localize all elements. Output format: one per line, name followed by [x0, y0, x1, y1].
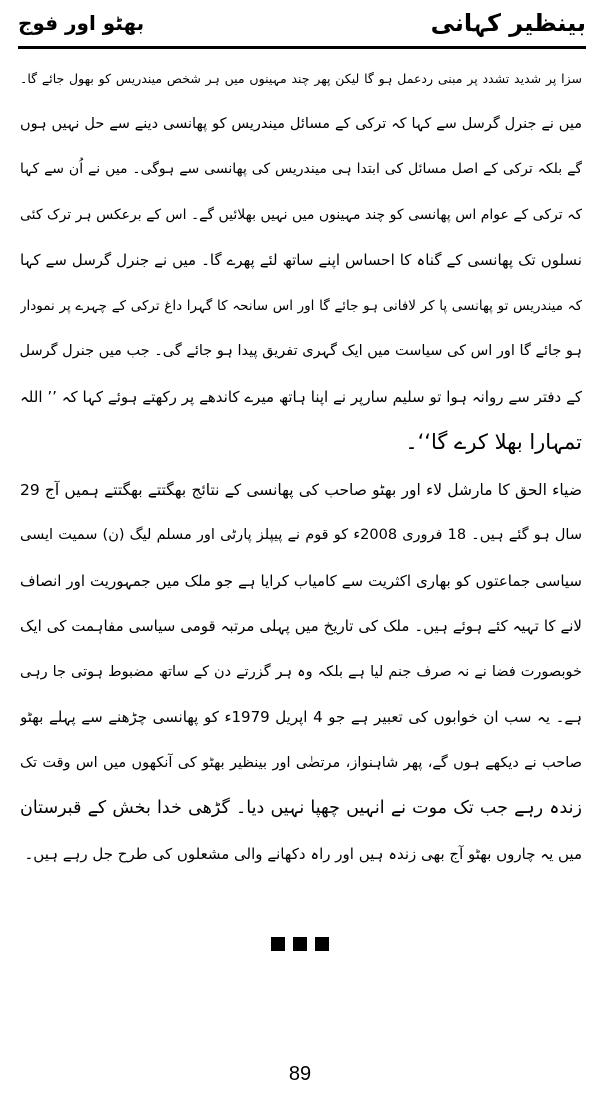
book-title: بینظیر کہانی [430, 9, 586, 37]
square-ornament-icon [315, 937, 329, 951]
text-line: میں نے جنرل گرسل سے کہا کہ ترکی کے مسائل میندریس کو پھانسی دینے سے حل نہیں ہوں [20, 115, 582, 132]
text-line: لانے کا تہیہ کئے ہوئے ہیں۔ ملک کی تاریخ میں پہلی مرتبہ قومی سیاسی مفاہمت کی ایک [20, 617, 582, 635]
page-number: 89 [288, 1063, 312, 1085]
text-line: کہ میندریس تو پھانسی پا کر لافانی ہو جائے گا اور اس سانحہ کا گہرا داغ ترکی کے چہرے پر نمودار [20, 297, 582, 314]
text-line: ہو جائے گا اور اس کی سیاست میں ایک گہری تفریق پیدا ہو جائے گی۔ جب میں جنرل گرسل [20, 343, 582, 359]
text-line: نسلوں تک پھانسی کے گناہ کا احساس اپنے ساتھ لئے پھرے گا۔ میں نے جنرل گرسل سے کہا [20, 251, 582, 269]
square-ornament-icon [293, 937, 307, 951]
text-line: میں یہ چاروں بھٹو آج بھی زندہ ہیں اور راہ دکھانے والی مشعلوں کی طرح جل رہے ہیں۔ [24, 844, 582, 863]
running-header [18, 6, 586, 42]
text-line: کہ ترکی کے عوام اس پھانسی کو چند مہینوں میں نہیں بھلائیں گے۔ اس کے برعکس ہر ترک کئی [20, 206, 582, 223]
body-text [20, 56, 582, 877]
text-line: گے بلکہ ترکی کے اصل مسائل کی ابتدا ہی میندریس کی پھانسی سے ہوگی۔ میں نے اُن سے کہا [20, 161, 582, 177]
chapter-title: بھٹو اور فوج [18, 11, 145, 35]
header-rule [18, 46, 586, 49]
text-line: ہے۔ یہ سب ان خوابوں کی تعبیر ہے جو 4 اپریل 1979ء کو پھانسی چڑھنے سے پہلے بھٹو [20, 708, 582, 726]
text-line: سال ہو گئے ہیں۔ 18 فروری 2008ء کو قوم نے پیپلز پارٹی اور مسلم لیگ (ن) سمیت ایسی [20, 527, 582, 543]
text-line: خوبصورت فضا نے نہ صرف جنم لیا ہے بلکہ وہ ہر گزرتے دن کے ساتھ مضبوط ہوتی جا رہی [20, 663, 582, 680]
text-line: صاحب نے دیکھے ہوں گے، پھر شاہنواز، مرتضٰی اور بینظیر بھٹو کی آنکھوں میں اس وقت تک [20, 754, 582, 771]
text-line: زندہ رہے جب تک موت نے انہیں چھپا نہیں دیا۔ گڑھی خدا بخش کے قبرستان [20, 798, 582, 818]
text-line: تمہارا بھلا کرے گا‘‘۔ [405, 430, 582, 454]
text-line: سزا پر شدید تشدد پر مبنی ردعمل ہو گا لیکن پھر چند مہینوں میں ہر شخص میندریس کو بھول جائے گا۔ [20, 71, 582, 86]
text-line: کے دفتر سے روانہ ہوا تو سلیم سارپر نے اپنا ہاتھ میرے کاندھے پر رکھتے ہوئے کہا کہ ’’ اللہ [20, 387, 582, 406]
text-line: سیاسی جماعتوں کو بھاری اکثریت سے کامیاب کرایا ہے جو ملک میں جمہوریت اور انصاف [20, 571, 582, 590]
square-ornament-icon [271, 937, 285, 951]
text-line: ضیاء الحق کا مارشل لاء اور بھٹو صاحب کی پھانسی کے نتائج بھگتتے بھگتتے ہمیں آج 29 [20, 480, 582, 499]
section-separator [0, 933, 600, 952]
